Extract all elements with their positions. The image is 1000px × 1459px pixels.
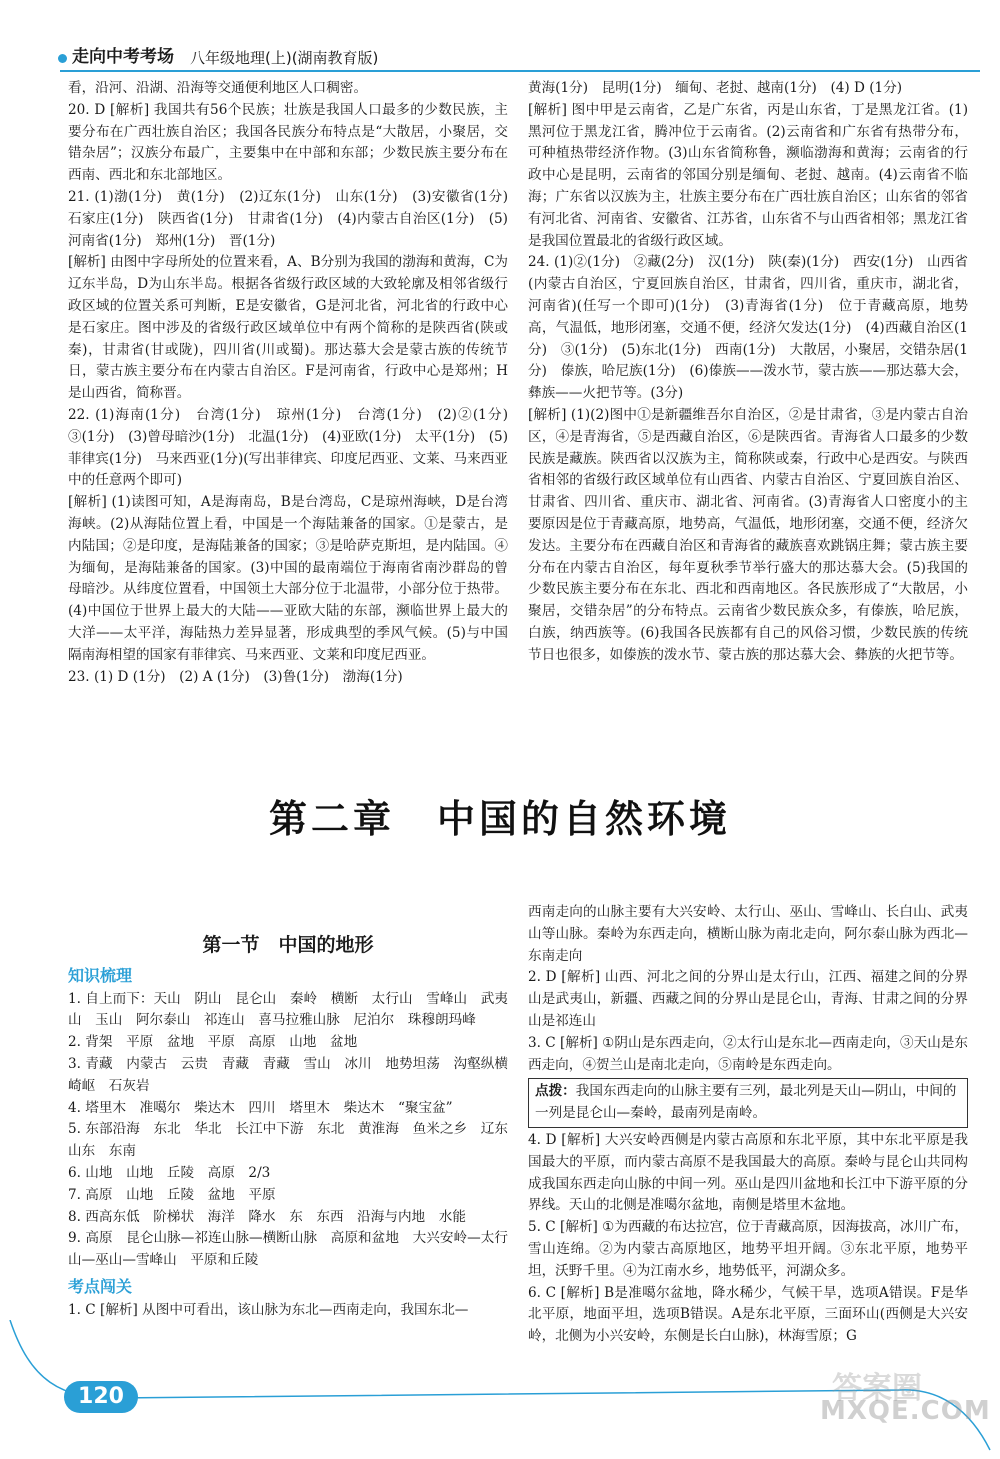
header-bullet-icon: [58, 54, 67, 63]
pass-answer-4: 4. D [解析] 大兴安岭西侧是内蒙古高原和东北平原，其中东北平原是我国最大的平原，而内蒙古高原不是我国最大的高原。秦岭与昆仑山共同构成我国东西走向山脉的中间一列。巫山是四川盆地和长江中下游平原的分界线。天山的北侧是准噶尔盆地，南侧是塔里木盆地。: [528, 1131, 968, 1214]
right-column-bottom: [528, 902, 968, 1348]
book-subtitle: 八年级地理(上)(湖南教育版): [190, 49, 379, 67]
pass-answer-5: 5. C [解析] ①为西藏的布达拉宫，位于青藏高原，因海拔高，冰川广布，雪山连绵。②为内蒙古高原地区，地势平坦开阔。③东北平原，地势平坦，沃野千里。④为江南水乡，地势低平，河湖众多。: [528, 1219, 968, 1279]
watermark-text: MXQE.COM: [820, 1396, 991, 1426]
tip-box: [528, 1078, 968, 1128]
answer-22-analysis: [解析] (1)读图可知，A是海南岛，B是台湾岛，C是琼州海峡，D是台湾海峡。(2)从海陆位置上看，中国是一个海陆兼备的国家。①是蒙古，是内陆国；②是印度，是海陆兼备的国家；③是哈萨克斯坦，是内陆国。④为缅甸，是海陆兼备的国家。(3)中国的最南端位于海南省南沙群岛的曾母暗沙。从纬度位置看，中国领土大部分位于北温带，小部分位于热带。(4)中国位于世界上最大的大陆——亚欧大陆的东部，濒临世界上最大的大洋——太平洋，海陆热力差异显著，形成典型的季风气候。(5)与中国隔南海相望的国家有菲律宾、马来西亚、文莱和印度尼西亚。: [68, 494, 508, 663]
right-column-top: [528, 78, 968, 667]
knowledge-item: 7. 高原 山地 丘陵 盆地 平原: [68, 1186, 276, 1203]
answer-24: 24. (1)②(1分) ②藏(2分) 汉(1分) 陕(秦)(1分) 西安(1分) 山西省(内蒙古自治区，宁夏回族自治区，甘肃省，四川省，重庆市，湖北省，河南省)(任写一个即可)(1分) (3)青海省(1分) 位于青藏高原，地势高，气温低，地形闭塞，交通不便，经济欠发达(1分) (4)西藏自治区(1分) ③(1分) (5)东北(1分) 西南(1分) 大散居，小聚居，交错杂居(1分) 傣族，哈尼族(1分) (6)傣族——泼水节，蒙古族——那达慕大会，彝族——火把节等。(3分): [528, 254, 968, 402]
answer-continuation: 看，沿河、沿湖、沿海等交通便利地区人口稠密。: [68, 80, 368, 96]
answer-21: 21. (1)渤(1分) 黄(1分) (2)辽东(1分) 山东(1分) (3)安徽省(1分) 石家庄(1分) 陕西省(1分) 甘肃省(1分) (4)内蒙古自治区(1分) (5)河南省(1分) 郑州(1分) 晋(1分): [68, 188, 522, 249]
section-title: 第一节 中国的地形: [202, 934, 374, 956]
knowledge-item: 3. 青藏 内蒙古 云贵 青藏 青藏 雪山 冰川 地势坦荡 沟壑纵横 崎岖 石灰岩: [68, 1055, 522, 1094]
chapter-title: 第二章 中国的自然环境: [268, 797, 731, 841]
left-column-top: [68, 78, 522, 688]
answer-23-continued: 黄海(1分) 昆明(1分) 缅甸、老挝、越南(1分) (4) D (1分): [528, 80, 903, 96]
answer-23-analysis: [解析] 图中甲是云南省，乙是广东省，丙是山东省，丁是黑龙江省。(1)黑河位于黑龙江省，腾冲位于云南省。(2)云南省和广东省有热带分布，可种植热带经济作物。(3)山东省简称鲁，濒临渤海和黄海；云南省的行政中心是昆明，云南省的邻国分别是缅甸、老挝、越南。(4)云南省不临海；广东省以汉族为主，壮族主要分布在广西壮族自治区；山东省的邻省有河北省、河南省、安徽省、江苏省，山东省不与山西省相邻；黑龙江省是我国位置最北的省级行政区域。: [528, 101, 968, 249]
knowledge-item: 6. 山地 山地 丘陵 高原 2/3: [68, 1164, 271, 1181]
page-number: 120: [64, 1381, 138, 1413]
tip-text: 我国东西走向的山脉主要有三列，最北列是天山—阴山，中间的一列是昆仑山—秦岭，最南列是南岭。: [535, 1083, 957, 1122]
knowledge-item: 9. 高原 昆仑山脉—祁连山脉—横断山脉 高原和盆地 大兴安岭—太行山—巫山—雪峰山 平原和丘陵: [68, 1230, 508, 1269]
answer-20: 20. D [解析] 我国共有56个民族；壮族是我国人口最多的少数民族，主要分布在广西壮族自治区；我国各民族分布特点是“大散居，小聚居，交错杂居”；汉族分布最广，主要集中在中部和东部；少数民族主要分布在西南、西北和东北部地区。: [68, 101, 508, 184]
answer-22: 22. (1)海南(1分) 台湾(1分) 琼州(1分) 台湾(1分) (2)②(1分) ③(1分) (3)曾母暗沙(1分) 北温(1分) (4)亚欧(1分) 太平(1分) (5)菲律宾(1分) 马来西亚(1分)(写出菲律宾、印度尼西亚、文莱、马来西亚中的任意两个即可): [68, 406, 522, 489]
pass-answer-6: 6. C [解析] B是准噶尔盆地，降水稀少，气候干旱，选项A错误。F是华北平原，地面平坦，选项B错误。A是东北平原，三面环山(西侧是大兴安岭，北侧为小兴安岭，东侧是长白山脉)，林海雪原；G: [528, 1284, 968, 1345]
knowledge-heading: 知识梳理: [68, 965, 133, 985]
answer-24-analysis: [解析] (1)(2)图中①是新疆维吾尔自治区，②是甘肃省，③是内蒙古自治区，④是青海省，⑤是西藏自治区，⑥是陕西省。青海省人口最多的少数民族是藏族。陕西省以汉族为主，简称陕或秦，行政中心是西安。与陕西省相邻的省级行政区域单位有山西省、内蒙古自治区、宁夏回族自治区、甘肃省、四川省、重庆市、湖北省、河南省。(3)青海省人口密度小的主要原因是位于青藏高原，地势高，气温低，地形闭塞，交通不便，经济欠发达。主要分布在西藏自治区和青海省的藏族喜欢跳锅庄舞；蒙古族主要分布在内蒙古自治区，每年夏秋季节举行盛大的那达慕大会。(5)我国的少数民族主要分布在东北、西北和西南地区。各民族形成了“大散居，小聚居，交错杂居”的分布特点。云南省少数民族众多，有傣族，哈尼族，白族，纳西族等。(6)我国各民族都有自己的风俗习惯，少数民族的传统节日也很多，如傣族的泼水节、蒙古族的那达慕大会、彝族的火把节等。: [528, 406, 968, 663]
answer-23: 23. (1) D (1分) (2) A (1分) (3)鲁(1分) 渤海(1分): [68, 668, 403, 685]
header-rule: [60, 70, 980, 72]
watermark-logo: 答案圈: [832, 1371, 922, 1406]
answer-21-analysis: [解析] 由图中字母所处的位置来看，A、B分别为我国的渤海和黄海，C为辽东半岛，D为山东半岛。根据各省级行政区域的大致轮廓及相邻省级行政区域的位置关系可判断，E是安徽省，G是河北省，河北省的行政中心是石家庄。图中涉及的省级行政区域单位中有两个简称的是陕西省(陕或秦)，甘肃省(甘或陇)，四川省(川或蜀)。那达慕大会是蒙古族的传统节日，蒙古族主要分布在内蒙古自治区。F是河南省，行政中心是郑州；H是山西省，简称晋。: [68, 254, 508, 402]
pass-answer-1: 1. C [解析] 从图中可看出，该山脉为东北—西南走向，我国东北—: [68, 1301, 469, 1318]
knowledge-item: 2. 背架 平原 盆地 平原 高原 山地 盆地: [68, 1034, 358, 1051]
pass-answer-3: 3. C [解析] ①阴山是东西走向，②太行山是东北—西南走向，③天山是东西走向，④贺兰山是南北走向，⑤南岭是东西走向。: [528, 1034, 968, 1073]
book-brand: 走向中考考场: [72, 47, 174, 67]
left-column-bottom: [68, 934, 522, 1322]
knowledge-item: 1. 自上而下：天山 阴山 昆仑山 秦岭 横断 太行山 雪峰山 武夷山 玉山 阿尔泰山 祁连山 喜马拉雅山脉 尼泊尔 珠穆朗玛峰: [68, 990, 508, 1029]
knowledge-item: 4. 塔里木 准噶尔 柴达木 四川 塔里木 柴达木 “聚宝盆”: [68, 1099, 453, 1116]
pass-heading: 考点闯关: [68, 1276, 133, 1296]
page-header: [0, 0, 1000, 80]
knowledge-item: 8. 西高东低 阶梯状 海洋 降水 东 东西 沿海与内地 水能: [68, 1208, 466, 1225]
pass-answer-2: 2. D [解析] 山西、河北之间的分界山是太行山，江西、福建之间的分界山是武夷山，新疆、西藏之间的分界山是昆仑山，青海、甘肃之间的分界山是祁连山: [528, 969, 968, 1029]
pass-answer-1-continued: 西南走向的山脉主要有大兴安岭、太行山、巫山、雪峰山、长白山、武夷山等山脉。秦岭为东西走向，横断山脉为南北走向，阿尔泰山脉为西北—东南走向: [528, 904, 968, 964]
knowledge-item: 5. 东部沿海 东北 华北 长江中下游 东北 黄淮海 鱼米之乡 辽东 山东 东南: [68, 1121, 522, 1160]
tip-label: 点拨：: [535, 1083, 576, 1100]
